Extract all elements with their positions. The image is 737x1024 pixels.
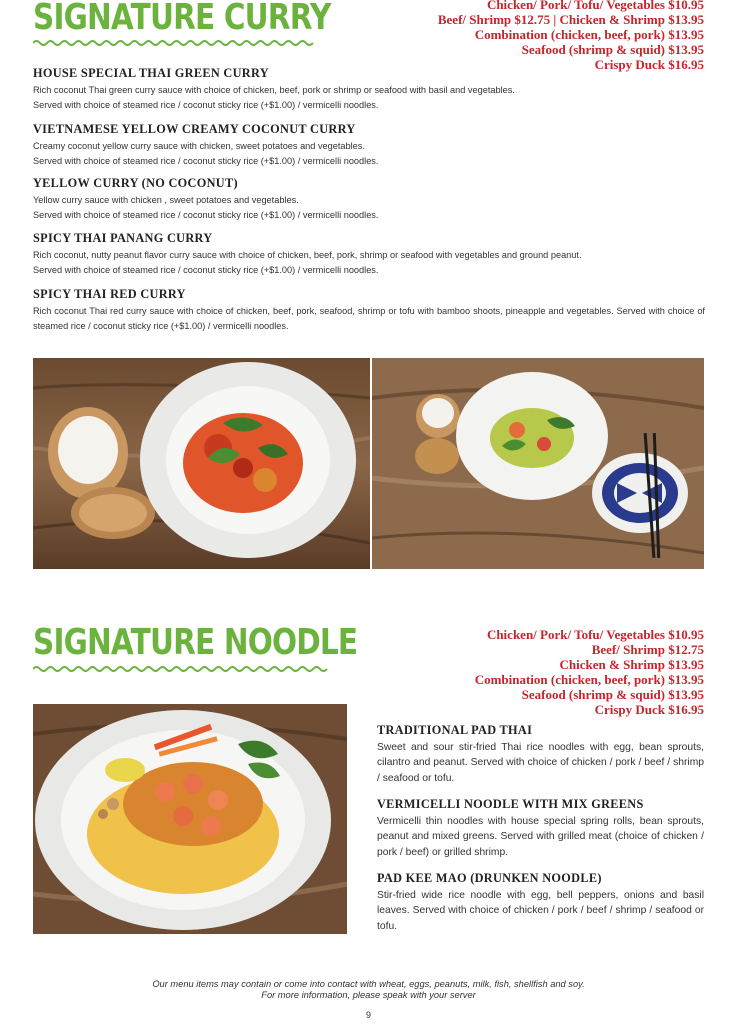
item-name: TRADITIONAL PAD THAI: [377, 723, 533, 737]
item-description: Creamy coconut yellow curry sauce with chicken, sweet potatoes and vegetables.: [33, 141, 365, 151]
curry-item: [33, 287, 705, 334]
noodle-price-line: Combination (chicken, beef, pork) $13.95: [474, 672, 704, 687]
curry-item: [33, 176, 705, 223]
page-number: 9: [365, 1010, 371, 1020]
noodle-price-line: Crispy Duck $16.95: [594, 702, 704, 717]
green-curry-photo: [372, 358, 704, 569]
wavy-underline-icon: [33, 38, 316, 48]
noodle-item: [377, 871, 704, 934]
noodle-section-title: SIGNATURE NOODLE: [33, 622, 358, 663]
item-name: HOUSE SPECIAL THAI GREEN CURRY: [33, 66, 269, 80]
curry-item: [33, 66, 705, 113]
noodle-item: [377, 797, 704, 860]
item-name: VERMICELLI NOODLE WITH MIX GREENS: [377, 797, 644, 811]
item-name: PAD KEE MAO (DRUNKEN NOODLE): [377, 871, 602, 885]
wavy-underline-icon: [33, 664, 333, 674]
item-name: SPICY THAI PANANG CURRY: [33, 231, 213, 245]
curry-section-title: SIGNATURE CURRY: [33, 0, 331, 38]
allergen-notice: [0, 979, 737, 1001]
item-description: Rich coconut, nutty peanut flavor curry sauce with choice of chicken, beef, pork, shrimp or seafood with vegetables and ground peanut.: [33, 250, 582, 260]
item-description: Yellow curry sauce with chicken , sweet potatoes and vegetables.: [33, 195, 299, 205]
noodle-price-line: Seafood (shrimp & squid) $13.95: [521, 687, 704, 702]
noodle-item: [377, 723, 704, 786]
noodle-price-line: Chicken & Shrimp $13.95: [559, 657, 704, 672]
pad-thai-photo: [33, 704, 347, 934]
curry-price-line: Seafood (shrimp & squid) $13.95: [521, 42, 704, 57]
item-description: Served with choice of steamed rice / coconut sticky rice (+$1.00) / vermicelli noodles.: [33, 210, 379, 220]
allergen-notice-line: For more information, please speak with your server: [261, 990, 476, 1000]
curry-price-line: Combination (chicken, beef, pork) $13.95: [474, 27, 704, 42]
noodle-price-list: [475, 627, 704, 717]
allergen-notice-line: Our menu items may contain or come into contact with wheat, eggs, peanuts, milk, fish, shellfish and soy.: [152, 979, 585, 989]
item-name: SPICY THAI RED CURRY: [33, 287, 186, 301]
item-name: YELLOW CURRY (NO COCONUT): [33, 176, 238, 190]
noodle-price-line: Beef/ Shrimp $12.75: [591, 642, 704, 657]
item-description: Rich coconut Thai green curry sauce with choice of chicken, beef, pork or shrimp or seafood with basil and vegetables.: [33, 85, 515, 95]
curry-price-line: Crispy Duck $16.95: [594, 57, 704, 72]
curry-price-line: Chicken/ Pork/ Tofu/ Vegetables $10.95: [486, 0, 704, 12]
item-description: Served with choice of steamed rice / coconut sticky rice (+$1.00) / vermicelli noodles.: [33, 265, 379, 275]
curry-item: [33, 122, 705, 169]
item-name: VIETNAMESE YELLOW CREAMY COCONUT CURRY: [33, 122, 356, 136]
item-description: Served with choice of steamed rice / coconut sticky rice (+$1.00) / vermicelli noodles.: [33, 100, 379, 110]
item-description: Vermicelli thin noodles with house special spring rolls, bean sprouts, peanut and mixed greens. Served with grilled meat (choice of chicken / pork / beef) or grilled shrimp.: [377, 816, 704, 858]
noodle-price-line: Chicken/ Pork/ Tofu/ Vegetables $10.95: [486, 627, 704, 642]
curry-item: [33, 231, 705, 278]
item-description: Sweet and sour stir-fried Thai rice noodles with egg, bean sprouts, cilantro and peanut. Served with choice of chicken / pork / beef / shrimp / seafood or tofu.: [377, 742, 704, 784]
item-description: Rich coconut Thai red curry sauce with choice of chicken, beef, pork, seafood, shrimp or tofu with bamboo shoots, pineapple and vegetables. Served with choice of steamed rice / coconut sticky rice (+$1.00) / vermicelli noodles.: [33, 306, 705, 331]
red-curry-photo: [33, 358, 370, 569]
item-description: Served with choice of steamed rice / coconut sticky rice (+$1.00) / vermicelli noodles.: [33, 156, 379, 166]
curry-price-line: Beef/ Shrimp $12.75 | Chicken & Shrimp $13.95: [437, 12, 704, 27]
curry-price-list: [438, 0, 704, 72]
item-description: Stir-fried wide rice noodle with egg, bell peppers, onions and basil leaves. Served with choice of chicken / pork / beef / shrimp / seafood or tofu.: [377, 890, 704, 932]
